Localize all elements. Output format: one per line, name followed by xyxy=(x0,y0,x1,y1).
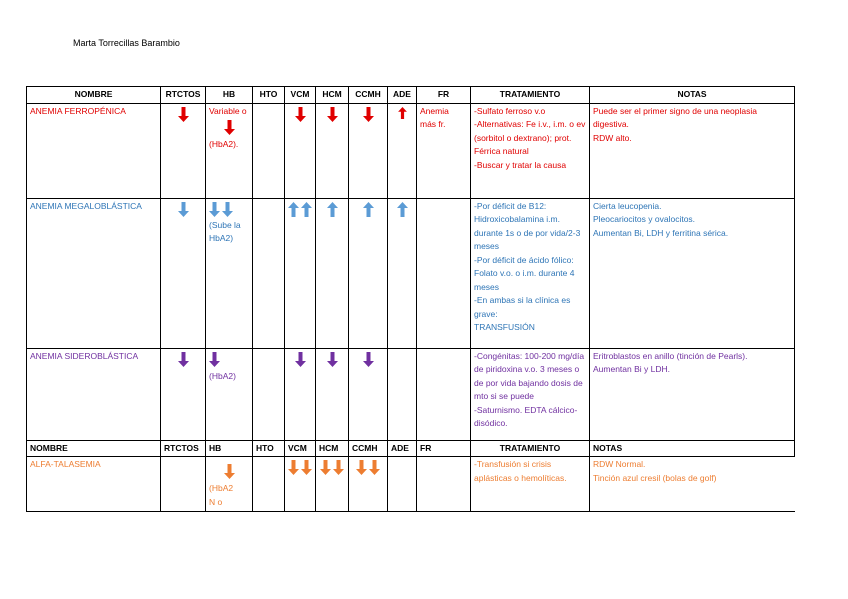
fr-cell xyxy=(417,198,471,348)
col-header-fr: FR xyxy=(417,440,471,457)
rtctos-cell xyxy=(161,457,206,512)
arrow-down-icon xyxy=(333,460,344,475)
notas-cell xyxy=(590,103,795,198)
vcm-cell xyxy=(285,457,316,512)
col-header-notas: NOTAS xyxy=(590,440,795,457)
table-row xyxy=(27,198,795,348)
col-header-fr: FR xyxy=(417,87,471,104)
nota-line: RDW Normal. xyxy=(593,459,646,469)
nota-line: Aumentan Bi y LDH. xyxy=(593,364,671,374)
arrow-down-icon xyxy=(327,352,338,367)
arrow-down-icon xyxy=(363,352,374,367)
tratamiento-line: -En ambas si la clínica es grave: xyxy=(474,295,571,319)
hto-cell xyxy=(253,348,285,440)
tratamiento-line: -Alternativas: Fe i.v., i.m. o ev (sorbitol o dextrano); prot. Férrica natural xyxy=(474,119,586,156)
ade-cell xyxy=(388,198,417,348)
arrow-up-icon xyxy=(363,202,374,217)
tratamiento-cell xyxy=(471,103,590,198)
tratamiento-line: TRANSFUSIÓN xyxy=(474,322,535,332)
nota-line: Aumentan Bi, LDH y ferritina sérica. xyxy=(593,227,729,238)
col-header-ade: ADE xyxy=(388,440,417,457)
arrow-down-icon xyxy=(356,460,367,475)
arrow-down-icon xyxy=(288,460,299,475)
hb-note: (Sube la HbA2) xyxy=(209,219,241,243)
row-name: ANEMIA FERROPÉNICA xyxy=(27,103,161,198)
nota-line: RDW alto. xyxy=(593,132,632,143)
tratamiento-line: -Saturnismo. EDTA cálcico-disódico. xyxy=(474,404,578,428)
fr-cell xyxy=(417,457,471,512)
arrow-up-icon xyxy=(398,107,407,119)
tratamiento-line: -Por déficit de B12: Hidroxicobalamina i.m. durante 1s o de por vida/2-3 meses xyxy=(474,200,581,251)
notas-cell xyxy=(590,457,795,512)
col-header-hb: HB xyxy=(206,87,253,104)
hb-cell xyxy=(206,457,253,512)
col-header-rtctos: RTCTOS xyxy=(161,440,206,457)
ade-cell xyxy=(388,457,417,512)
arrow-down-icon xyxy=(320,460,331,475)
ccmh-cell xyxy=(349,198,388,348)
hb-cell xyxy=(206,103,253,198)
author-name: Marta Torrecillas Barambio xyxy=(73,38,180,48)
col-header-hcm: HCM xyxy=(316,440,349,457)
nota-line: Tinción azul cresil (bolas de golf) xyxy=(593,472,717,483)
anemia-table xyxy=(26,86,795,512)
arrow-up-icon xyxy=(327,202,338,217)
col-header-ccmh: CCMH xyxy=(349,440,388,457)
vcm-cell xyxy=(285,198,316,348)
hcm-cell xyxy=(316,348,349,440)
ccmh-cell xyxy=(349,103,388,198)
arrow-down-icon xyxy=(363,107,374,122)
hcm-cell xyxy=(316,103,349,198)
hcm-cell xyxy=(316,457,349,512)
rtctos-cell xyxy=(161,198,206,348)
col-header-vcm: VCM xyxy=(285,87,316,104)
hb-cell xyxy=(206,198,253,348)
row-name: ALFA-TALASEMIA xyxy=(27,457,161,512)
hto-cell xyxy=(253,457,285,512)
col-header-tratamiento: TRATAMIENTO xyxy=(471,87,590,104)
nota-line: Cierta leucopenia. xyxy=(593,200,662,211)
arrow-down-icon xyxy=(222,202,233,217)
hcm-cell xyxy=(316,198,349,348)
table-row xyxy=(27,348,795,440)
hb-cell xyxy=(206,348,253,440)
col-header-rtctos: RTCTOS xyxy=(161,87,206,104)
col-header-vcm: VCM xyxy=(285,440,316,457)
arrow-down-icon xyxy=(224,120,235,135)
ade-cell xyxy=(388,103,417,198)
hb-note: (HbA2) xyxy=(209,370,236,381)
notas-cell xyxy=(590,198,795,348)
table-row xyxy=(27,103,795,198)
tratamiento-cell xyxy=(471,198,590,348)
col-header-nombre: NOMBRE xyxy=(27,440,161,457)
vcm-cell xyxy=(285,348,316,440)
arrow-down-icon xyxy=(178,107,189,122)
arrow-up-icon xyxy=(397,202,408,217)
col-header-tratamiento: TRATAMIENTO xyxy=(471,440,590,457)
fr-cell xyxy=(417,348,471,440)
arrow-down-icon xyxy=(178,352,189,367)
arrow-down-icon xyxy=(295,107,306,122)
arrow-down-icon xyxy=(209,202,220,217)
arrow-down-icon xyxy=(327,107,338,122)
header-row xyxy=(27,87,795,104)
table-row xyxy=(27,457,795,512)
col-header-hb: HB xyxy=(206,440,253,457)
tratamiento-line: -Congénitas: 100-200 mg/día de piridoxina v.o. 3 meses o de por vida bajando dosis de mto si se puede xyxy=(474,350,585,401)
arrow-up-icon xyxy=(288,202,299,217)
col-header-ccmh: CCMH xyxy=(349,87,388,104)
repeated-header-row xyxy=(27,440,795,457)
nota-line: Eritroblastos en anillo (tinción de Pearls). xyxy=(593,350,748,361)
hto-cell xyxy=(253,103,285,198)
col-header-hto: HTO xyxy=(253,87,285,104)
hto-cell xyxy=(253,198,285,348)
tratamiento-line: -Transfusión si crisis aplásticas o hemolíticas. xyxy=(474,459,567,483)
col-header-hcm: HCM xyxy=(316,87,349,104)
col-header-notas: NOTAS xyxy=(590,87,795,104)
tratamiento-line: -Buscar y tratar la causa xyxy=(474,159,567,170)
tratamiento-line: -Por déficit de ácido fólico: xyxy=(474,254,574,265)
tratamiento-line: Folato v.o. o i.m. durante 4 meses xyxy=(474,268,575,292)
col-header-ade: ADE xyxy=(388,87,417,104)
arrow-down-icon xyxy=(178,202,189,217)
row-name: ANEMIA MEGALOBLÁSTICA xyxy=(27,198,161,348)
rtctos-cell xyxy=(161,103,206,198)
arrow-down-icon xyxy=(224,464,235,479)
nota-line: Pleocariocitos y ovalocitos. xyxy=(593,214,696,224)
arrow-down-icon xyxy=(209,352,220,367)
arrow-down-icon xyxy=(295,352,306,367)
arrow-up-icon xyxy=(301,202,312,217)
row-name: ANEMIA SIDEROBLÁSTICA xyxy=(27,348,161,440)
tratamiento-cell xyxy=(471,348,590,440)
arrow-down-icon xyxy=(369,460,380,475)
notas-cell xyxy=(590,348,795,440)
ccmh-cell xyxy=(349,348,388,440)
col-header-nombre: NOMBRE xyxy=(27,87,161,104)
vcm-cell xyxy=(285,103,316,198)
hb-text: Variable o xyxy=(209,105,247,116)
arrow-down-icon xyxy=(301,460,312,475)
ccmh-cell xyxy=(349,457,388,512)
col-header-hto: HTO xyxy=(253,440,285,457)
hb-note: (HbA2 N o xyxy=(209,483,234,507)
rtctos-cell xyxy=(161,348,206,440)
hb-note: (HbA2). xyxy=(209,139,239,149)
tratamiento-cell xyxy=(471,457,590,512)
nota-line: Puede ser el primer signo de una neoplasia digestiva. xyxy=(593,105,757,129)
tratamiento-line: -Sulfato ferroso v.o xyxy=(474,105,546,116)
ade-cell xyxy=(388,348,417,440)
fr-cell: Anemia más fr. xyxy=(417,103,471,198)
